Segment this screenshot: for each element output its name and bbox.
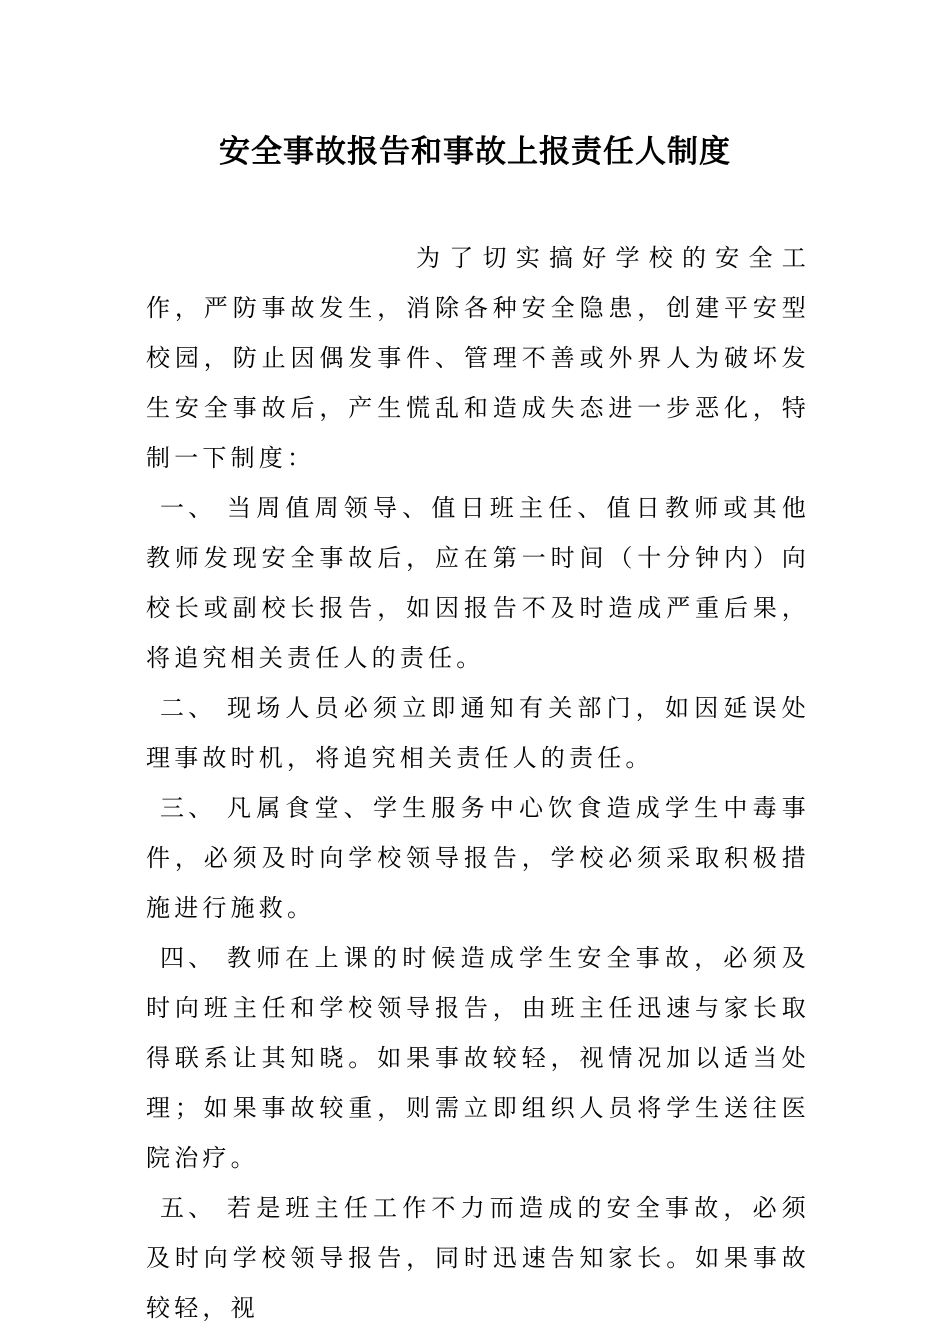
clause-text: 若是班主任工作不力而造成的安全事故，必须及时向学校领导报告，同时迅速告知家长。如果事故较轻，视 <box>146 1194 810 1322</box>
clause-number: 四、 <box>160 944 217 972</box>
clause-text: 当周值周领导、值日班主任、值日教师或其他教师发现安全事故后，应在第一时间（十分钟内）向校长或副校长报告，如因报告不及时造成严重后果，将追究相关责任人的责任。 <box>146 494 810 672</box>
clause-5 <box>146 1183 810 1333</box>
clause-2 <box>146 683 810 783</box>
clause-text: 现场人员必须立即通知有关部门，如因延误处理事故时机，将追究相关责任人的责任。 <box>146 694 810 772</box>
clause-number: 五、 <box>160 1194 217 1222</box>
clause-3 <box>146 783 810 933</box>
clause-text: 教师在上课的时候造成学生安全事故，必须及时向班主任和学校领导报告，由班主任迅速与家长取得联系让其知晓。如果事故较轻，视情况加以适当处理；如果事故较重，则需立即组织人员将学生送往医院治疗。 <box>146 944 810 1172</box>
clause-1 <box>146 483 810 683</box>
clause-number: 二、 <box>160 694 217 722</box>
clause-number: 三、 <box>160 794 217 822</box>
clause-number: 一、 <box>160 494 217 522</box>
clause-text: 凡属食堂、学生服务中心饮食造成学生中毒事件，必须及时向学校领导报告，学校必须采取积极措施进行施救。 <box>146 794 810 922</box>
intro-paragraph: 为了切实搞好学校的安全工作，严防事故发生，消除各种安全隐患，创建平安型校园，防止因偶发事件、管理不善或外界人为破坏发生安全事故后，产生慌乱和造成失态进一步恶化，特制一下制度： <box>146 244 810 472</box>
clause-4 <box>146 933 810 1183</box>
document-body <box>146 233 810 1333</box>
document-title: 安全事故报告和事故上报责任人制度 <box>219 134 731 170</box>
